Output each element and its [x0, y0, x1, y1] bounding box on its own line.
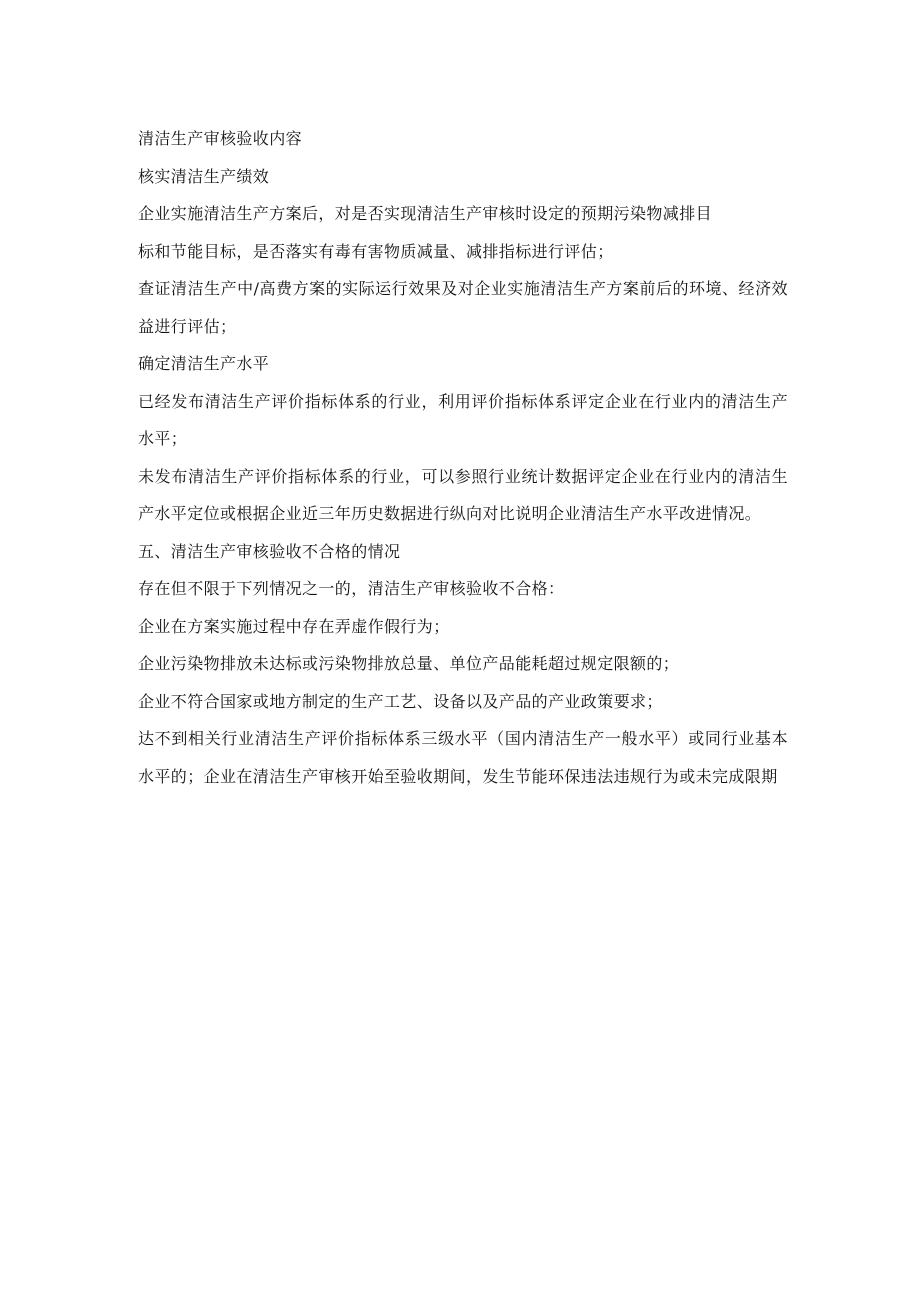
paragraph-plan-effects: 查证清洁生产中/高费方案的实际运行效果及对企业实施清洁生产方案前后的环境、经济效益进行评估；: [138, 279, 788, 336]
paragraph-published-indicators: 已经发布清洁生产评价指标体系的行业，利用评价指标体系评定企业在行业内的清洁生产水平；: [138, 391, 788, 448]
section-heading-acceptance-content: 清洁生产审核验收内容: [138, 129, 303, 148]
list-item-below-standard: 达不到相关行业清洁生产评价指标体系三级水平（国内清洁生产一般水平）或同行业基本水平的；企业在清洁生产审核开始至验收期间，发生节能环保违法违规行为或未完成限期: [138, 729, 788, 786]
paragraph-reduction-targets-line1: 企业实施清洁生产方案后，对是否实现清洁生产审核时设定的预期污染物减排目: [138, 204, 713, 223]
subheading-determine-level: 确定清洁生产水平: [138, 354, 270, 373]
list-item-policy-noncompliance: 企业不符合国家或地方制定的生产工艺、设备以及产品的产业政策要求；: [138, 691, 663, 711]
paragraph-unpublished-indicators: 未发布清洁生产评价指标体系的行业，可以参照行业统计数据评定企业在行业内的清洁生产水平定位或根据企业近三年历史数据进行纵向对比说明企业清洁生产水平改进情况。: [138, 466, 788, 523]
paragraph-unqualified-intro: 存在但不限于下列情况之一的，清洁生产审核验收不合格：: [138, 579, 565, 598]
list-item-emission-exceeded: 企业污染物排放未达标或污染物排放总量、单位产品能耗超过规定限额的；: [138, 654, 680, 673]
paragraph-reduction-targets-line2: 标和节能目标，是否落实有毒有害物质减量、减排指标进行评估；: [138, 241, 614, 261]
section-heading-unqualified: 五、清洁生产审核验收不合格的情况: [138, 541, 401, 561]
subheading-verify-performance: 核实清洁生产绩效: [138, 166, 270, 186]
list-item-fraud: 企业在方案实施过程中存在弄虚作假行为；: [138, 616, 450, 636]
document-body: [138, 120, 788, 795]
